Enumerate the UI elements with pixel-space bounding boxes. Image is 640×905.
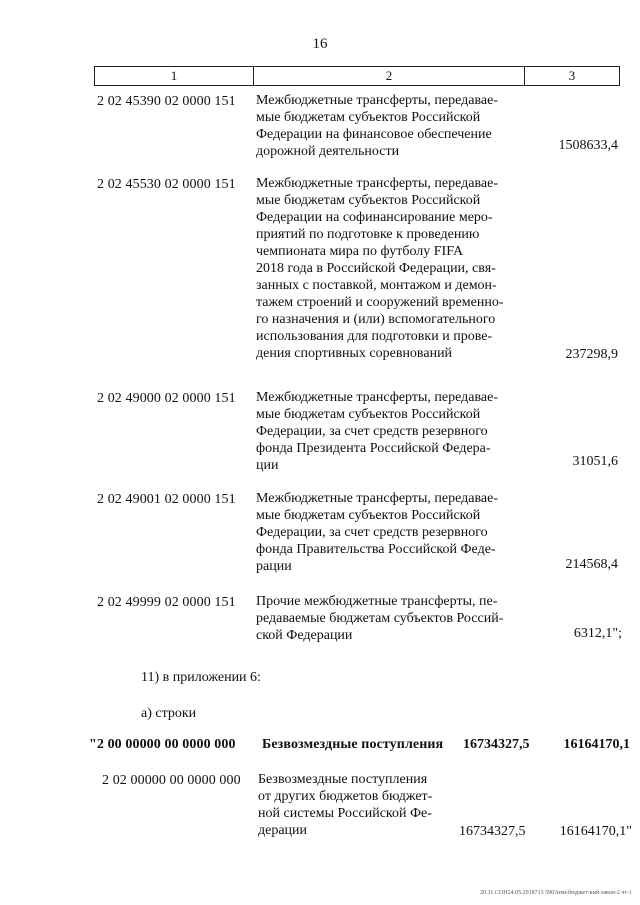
row-description-line: мые бюджетам субъектов Российской: [256, 508, 481, 523]
row-description-line: 2018 года в Российской Федерации, свя-: [256, 261, 496, 276]
row-description-line: занных с поставкой, монтажом и демон-: [256, 278, 497, 293]
row-description-line: мые бюджетам субъектов Российской: [256, 193, 481, 208]
row-description-line: использования для подготовки и прове-: [256, 329, 493, 344]
row-description-line: тажем строений и сооружений временно-: [256, 295, 504, 310]
row-code: 2 02 45390 02 0000 151: [97, 94, 236, 109]
row-description-line: Межбюджетные трансферты, передавае-: [256, 390, 498, 405]
row-description: [256, 175, 520, 362]
row-description-line: го назначения и (или) вспомогательного: [256, 312, 496, 327]
summary-row-code: "2 00 00000 00 0000 000: [89, 737, 236, 752]
row-description-line: дения спортивных соревнований: [256, 346, 453, 361]
row-description-line: Федерации на финансовое обеспечение: [256, 127, 492, 142]
row-description-line: Межбюджетные трансферты, передавае-: [256, 491, 498, 506]
section-intro: 11) в приложении 6:: [141, 670, 261, 685]
row-code: 2 02 45530 02 0000 151: [97, 177, 236, 192]
row-code: 2 02 49000 02 0000 151: [97, 391, 236, 406]
row-description-line: дорожной деятельности: [256, 144, 400, 159]
table-header-col2: 2: [253, 66, 524, 86]
summary-row-amount1: 16734327,5: [459, 824, 526, 839]
table-header-col3: 3: [524, 66, 620, 86]
summary-row-description: Безвозмездные поступления: [262, 737, 444, 752]
row-amount: 237298,9: [565, 347, 618, 362]
row-description-line: Федерации на софинансирование меро-: [256, 210, 493, 225]
row-description-line: Прочие межбюджетные трансферты, пе-: [256, 594, 498, 609]
summary-row-description: [258, 771, 458, 839]
row-description-line: Межбюджетные трансферты, передавае-: [256, 176, 498, 191]
row-description-line: мые бюджетам субъектов Российской: [256, 110, 481, 125]
row-amount: 1508633,4: [558, 138, 618, 153]
subsection-heading: а) строки: [141, 706, 197, 721]
row-description-line: редаваемые бюджетам субъектов Россий-: [256, 611, 504, 626]
summary-row-amount1: 16734327,5: [463, 737, 530, 752]
row-description-line: ской Федерации: [256, 628, 353, 643]
row-description: [256, 490, 520, 575]
row-description-line: приятий по подготовке к проведению: [256, 227, 480, 242]
page-number: 16: [312, 36, 328, 52]
summary-row-amount2: 16164170,1": [559, 824, 632, 839]
row-description: [256, 389, 520, 474]
row-description-line: фонда Президента Российской Федера-: [256, 441, 491, 456]
row-description-line: Федерации, за счет средств резервного: [256, 424, 488, 439]
row-description-line: Безвозмездные поступления: [258, 772, 428, 787]
table-header-col1: 1: [94, 66, 253, 86]
row-description-line: от других бюджетов бюджет-: [258, 789, 433, 804]
summary-row-code: 2 02 00000 00 0000 000: [102, 773, 241, 788]
row-description-line: мые бюджетам субъектов Российской: [256, 407, 481, 422]
row-description: [256, 92, 520, 160]
row-description-line: ции: [256, 458, 279, 473]
row-description-line: дерации: [258, 823, 308, 838]
row-description-line: ной системы Российской Фе-: [258, 806, 432, 821]
row-description-line: чемпионата мира по футболу FIFA: [256, 244, 464, 259]
row-amount: 6312,1";: [573, 626, 622, 641]
row-description-line: фонда Правительства Российской Феде-: [256, 542, 496, 557]
summary-row-amount2: 16164170,1: [563, 737, 630, 752]
row-description: [256, 593, 520, 644]
row-amount: 214568,4: [565, 557, 618, 572]
footer-note: 20.11.COH24.05.2018713 596?изм-бюджет-кий-закон-2 чт-1: [480, 890, 632, 896]
row-code: 2 02 49001 02 0000 151: [97, 492, 236, 507]
row-description-line: Федерации, за счет средств резервного: [256, 525, 488, 540]
row-description-line: рации: [256, 559, 292, 574]
row-code: 2 02 49999 02 0000 151: [97, 595, 236, 610]
row-description-line: Межбюджетные трансферты, передавае-: [256, 93, 498, 108]
row-amount: 31051,6: [572, 454, 618, 469]
